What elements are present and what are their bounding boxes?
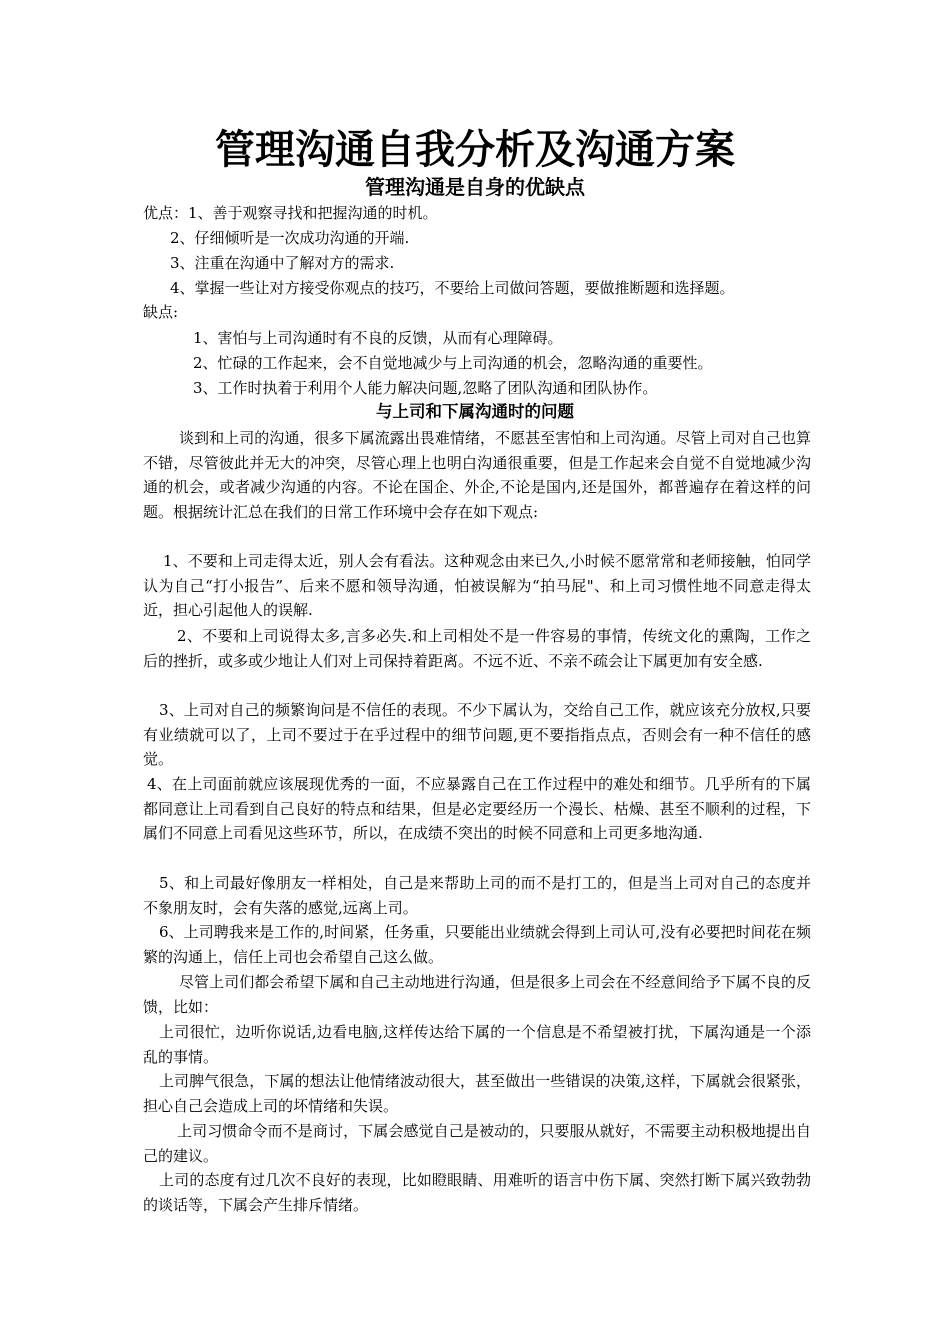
section-heading-communication-problems: 与上司和下属沟通时的问题: [376, 402, 574, 421]
strengths-first-line: 优点：1、善于观察寻找和把握沟通的时机。: [143, 204, 438, 222]
section-title-strengths-weaknesses: 管理沟通是自身的优缺点: [365, 175, 585, 199]
paragraph-point-1: 1、不要和上司走得太近，别人会有看法。这种观念由来已久,小时候不愿常常和老师接触，怕同学认为自己“打小报告”、后来不愿和领导沟通，怕被误解为“拍马屁"、和上司习惯性地不同意走得太近，担心引起他人的误解.: [143, 552, 811, 620]
weakness-item: 1、害怕与上司沟通时有不良的反馈，从而有心理障碍。: [193, 329, 563, 347]
paragraph-point-5: 5、和上司最好像朋友一样相处，自己是来帮助上司的而不是打工的，但是当上司对自己的态度并不象朋友时，会有失落的感觉,远离上司。: [143, 874, 811, 917]
document-title: 管理沟通自我分析及沟通方案: [215, 127, 735, 173]
paragraph-feedback-example: 上司的态度有过几次不良好的表现，比如瞪眼睛、用难听的语言中伤下属、突然打断下属兴致勃勃的谈话等，下属会产生排斥情绪。: [143, 1171, 811, 1214]
paragraph-point-3: 3、上司对自己的频繁询问是不信任的表现。不少下属认为，交给自己工作，就应该充分放权,只要有业绩就可以了，上司不要过于在乎过程中的细节问题,更不要指指点点，否则会有一种不信任的感觉。: [143, 701, 811, 769]
paragraph-feedback-example: 上司习惯命令而不是商讨，下属会感觉自己是被动的，只要服从就好，不需要主动积极地提出自己的建议。: [143, 1122, 811, 1165]
weaknesses-label: 缺点:: [143, 303, 179, 321]
strength-item: 2、仔细倾听是一次成功沟通的开端.: [170, 229, 410, 247]
weakness-item: 2、忙碌的工作起来，会不自觉地减少与上司沟通的机会，忽略沟通的重要性。: [193, 354, 713, 372]
paragraph-feedback-intro: 尽管上司们都会希望下属和自己主动地进行沟通，但是很多上司会在不经意间给予下属不良的反馈，比如：: [143, 973, 811, 1016]
paragraph-intro: 谈到和上司的沟通，很多下属流露出畏难情绪，不愿甚至害怕和上司沟通。尽管上司对自己也算不错，尽管彼此并无大的冲突，尽管心理上也明白沟通很重要，但是工作起来会自觉不自觉地减少沟通的机会，或者减少沟通的内容。不论在国企、外企,不论是国内,还是国外，都普遍存在着这样的问题。根据统计汇总在我们的日常工作环境中会存在如下观点:: [143, 429, 811, 521]
paragraph-point-6: 6、上司聘我来是工作的,时间紧，任务重，只要能出业绩就会得到上司认可,没有必要把时间花在频繁的沟通上，信任上司也会希望自己这么做。: [143, 923, 811, 966]
paragraph-point-4: 4、在上司面前就应该展现优秀的一面，不应暴露自己在工作过程中的难处和细节。几乎所有的下属都同意让上司看到自己良好的特点和结果，但是必定要经历一个漫长、枯燥、甚至不顺利的过程，下属们不同意上司看见这些环节，所以，在成绩不突出的时候不同意和上司更多地沟通.: [143, 775, 811, 843]
paragraph-feedback-example: 上司脾气很急，下属的想法让他情绪波动很大，甚至做出一些错误的决策,这样，下属就会很紧张，担心自己会造成上司的坏情绪和失误。: [143, 1072, 811, 1115]
strength-item: 3、注重在沟通中了解对方的需求.: [170, 254, 395, 272]
strength-item: 4、掌握一些让对方接受你观点的技巧，不要给上司做问答题，要做推断题和选择题。: [170, 279, 735, 297]
paragraph-point-2: 2、不要和上司说得太多,言多必失.和上司相处不是一件容易的事情，传统文化的熏陶，工作之后的挫折，或多或少地让人们对上司保持着距离。不远不近、不亲不疏会让下属更加有安全感.: [143, 627, 811, 670]
paragraph-feedback-example: 上司很忙，边听你说话,边看电脑,这样传达给下属的一个信息是不希望被打扰，下属沟通是一个添乱的事情。: [143, 1023, 811, 1066]
weakness-item: 3、工作时执着于利用个人能力解决问题,忽略了团队沟通和团队协作。: [193, 379, 658, 397]
